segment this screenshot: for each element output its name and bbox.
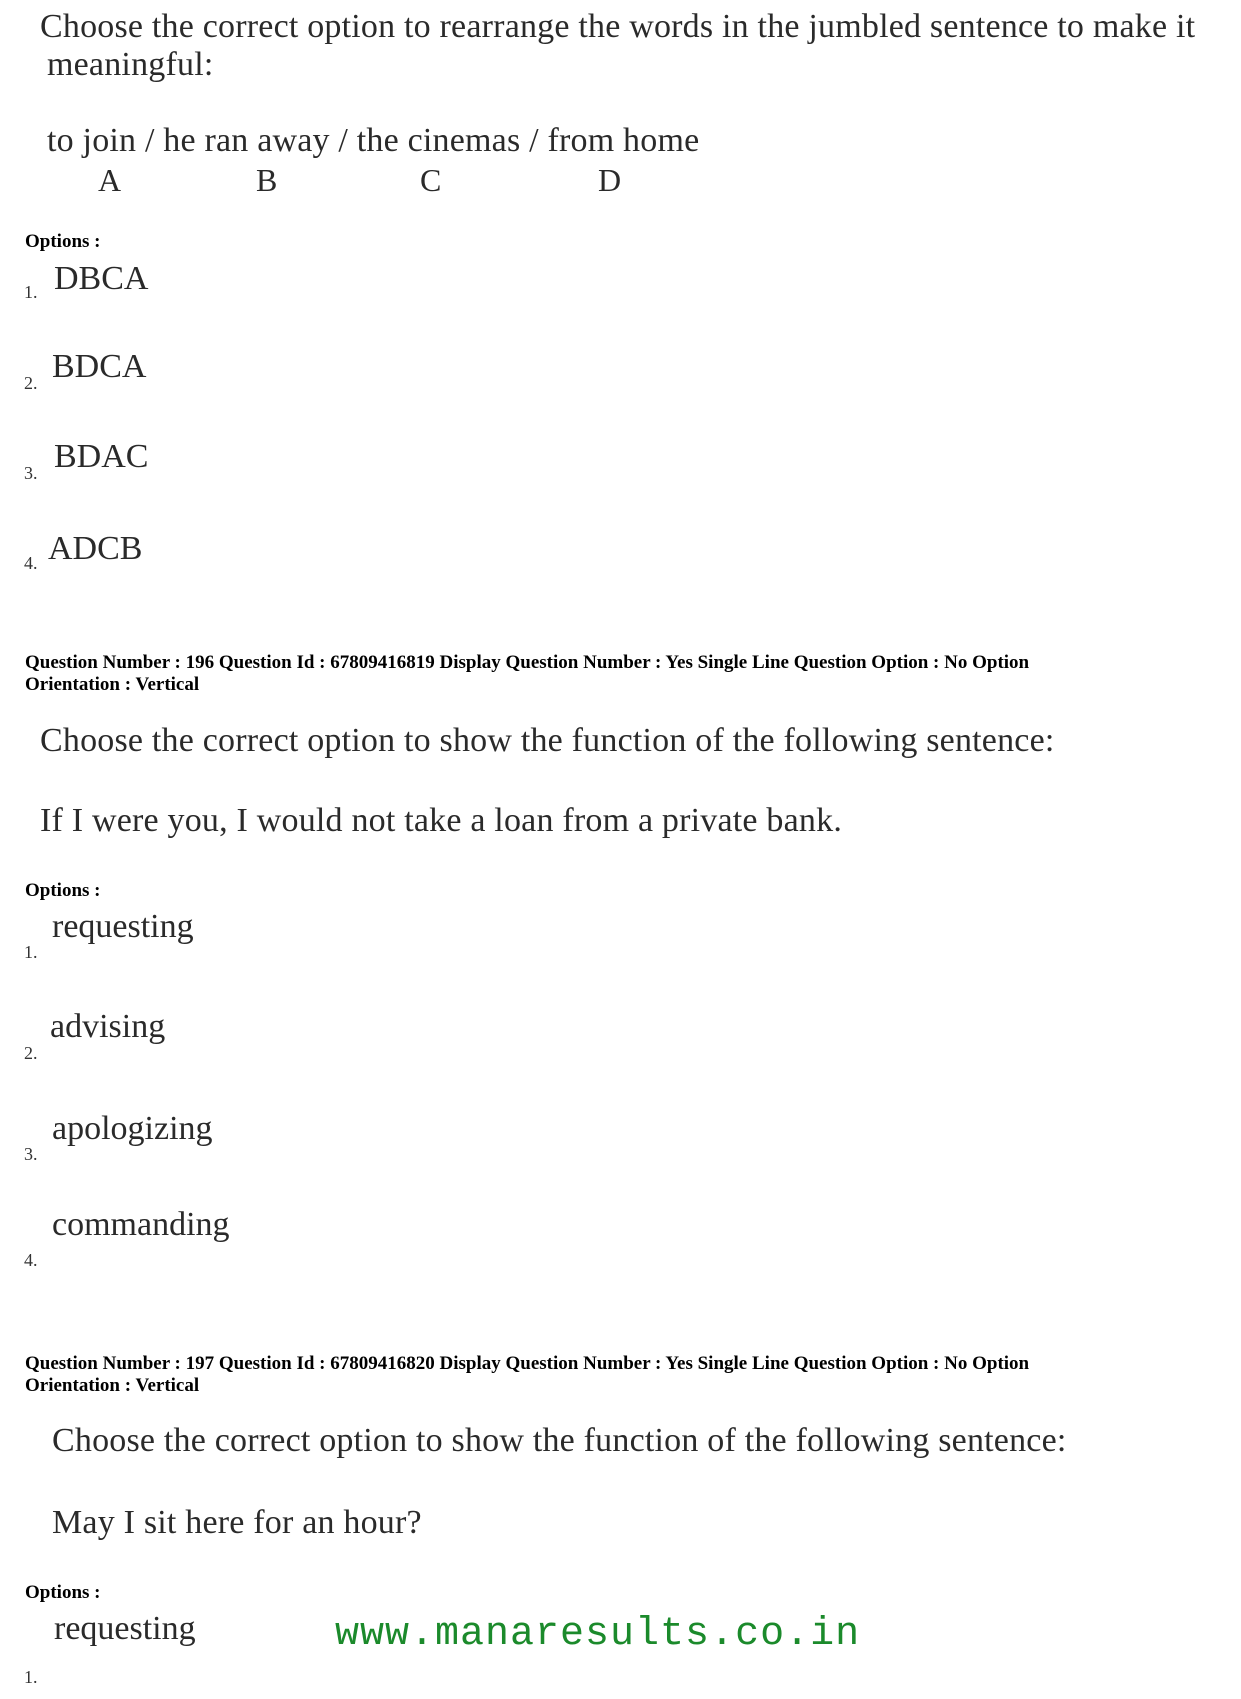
q197-meta-line1: Question Number : 197 Question Id : 67809416820 Display Question Number : Yes Single Line Question Option : No Option bbox=[25, 1353, 1030, 1374]
q195-option-4-number: 4. bbox=[24, 553, 38, 573]
q196-sentence: If I were you, I would not take a loan from a private bank. bbox=[40, 802, 843, 839]
q195-option-2-text[interactable]: BDCA bbox=[52, 348, 147, 385]
q196-instruction: Choose the correct option to show the function of the following sentence: bbox=[40, 722, 1055, 759]
q195-option-1-text[interactable]: DBCA bbox=[54, 260, 149, 297]
q196-option-2-number: 2. bbox=[24, 1043, 38, 1063]
q195-jumbled-sentence: to join / he ran away / the cinemas / from home bbox=[47, 122, 700, 159]
q195-option-3-number: 3. bbox=[24, 463, 38, 483]
q197-instruction: Choose the correct option to show the function of the following sentence: bbox=[52, 1422, 1067, 1459]
q197-option-1-number: 1. bbox=[24, 1667, 38, 1687]
q197-sentence: May I sit here for an hour? bbox=[52, 1504, 422, 1541]
q197-option-1-text[interactable]: requesting bbox=[54, 1610, 196, 1647]
q195-option-2-number: 2. bbox=[24, 373, 38, 393]
q196-option-1-number: 1. bbox=[24, 942, 38, 962]
q195-letter-b: B bbox=[256, 162, 278, 198]
q196-options-label: Options : bbox=[25, 880, 101, 901]
watermark-url: www.manaresults.co.in bbox=[335, 1612, 861, 1657]
q197-options-label: Options : bbox=[25, 1582, 101, 1603]
q196-option-3-number: 3. bbox=[24, 1144, 38, 1164]
q196-option-4-text[interactable]: commanding bbox=[52, 1206, 230, 1243]
q195-letter-c: C bbox=[420, 162, 442, 198]
q195-instruction-line1: Choose the correct option to rearrange the words in the jumbled sentence to make it bbox=[40, 8, 1196, 45]
q195-letter-d: D bbox=[598, 162, 622, 198]
q195-options-label: Options : bbox=[25, 231, 101, 252]
q195-option-1-number: 1. bbox=[24, 282, 38, 302]
q197-meta-line2: Orientation : Vertical bbox=[25, 1375, 200, 1396]
q195-option-3-text[interactable]: BDAC bbox=[54, 438, 149, 475]
q196-meta-line1: Question Number : 196 Question Id : 67809416819 Display Question Number : Yes Single Line Question Option : No Option bbox=[25, 652, 1030, 673]
q195-option-4-text[interactable]: ADCB bbox=[48, 530, 143, 567]
q196-option-1-text[interactable]: requesting bbox=[52, 908, 194, 945]
q196-meta-line2: Orientation : Vertical bbox=[25, 674, 200, 695]
q196-option-2-text[interactable]: advising bbox=[50, 1008, 166, 1045]
q195-instruction-line2: meaningful: bbox=[47, 46, 214, 83]
q196-option-3-text[interactable]: apologizing bbox=[52, 1110, 213, 1147]
q195-letter-a: A bbox=[98, 162, 122, 198]
q196-option-4-number: 4. bbox=[24, 1250, 38, 1270]
